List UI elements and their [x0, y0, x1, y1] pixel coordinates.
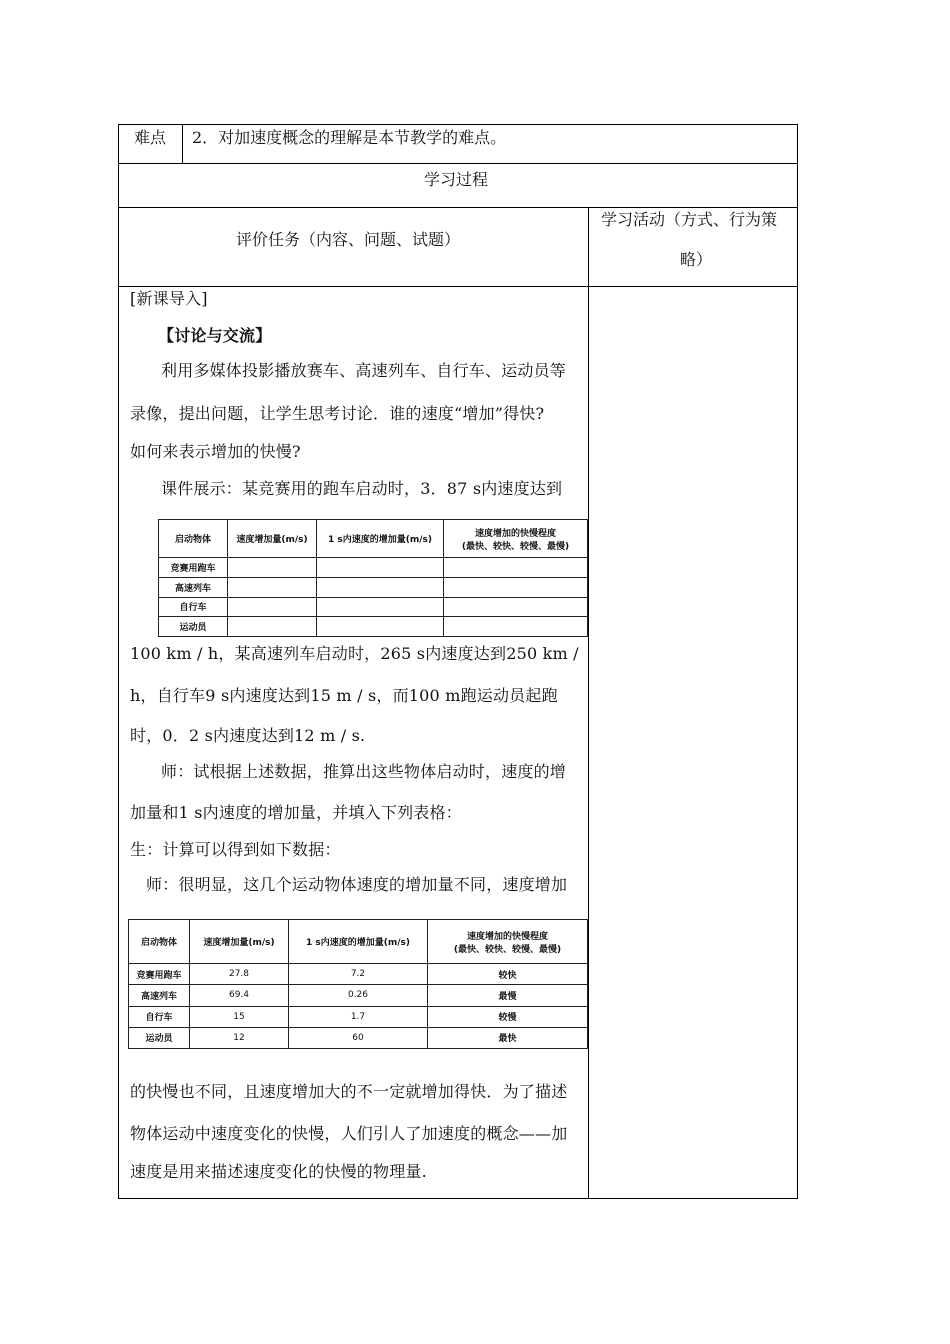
paragraph-1-line-3: 如何来表示增加的快慢? — [130, 442, 301, 461]
paragraph-7-line-1: 的快慢也不同，且速度增加大的不一定就增加得快．为了描述 — [130, 1082, 568, 1101]
row-per-second: 0.26 — [289, 985, 428, 1006]
row-divider-1 — [119, 163, 797, 164]
row-object: 运动员 — [129, 1027, 190, 1048]
table-row-label: 自行车 — [159, 597, 228, 617]
paragraph-3-line-1: 100 km / h，某高速列车启动时，265 s内速度达到250 km / — [130, 644, 579, 663]
difficulty-label: 难点 — [134, 128, 167, 147]
header-per-second: 1 s内速度的增加量(m/s) — [317, 520, 444, 558]
paragraph-1-line-2: 录像，提出问题，让学生思考讨论．谁的速度“增加”得快? — [130, 404, 545, 423]
paragraph-6-line-1: 师：很明显，这几个运动物体速度的增加量不同，速度增加 — [146, 875, 568, 894]
header-increase: 速度增加量(m/s) — [228, 520, 317, 558]
table-row — [129, 1006, 588, 1027]
row-rank: 最快 — [428, 1027, 588, 1048]
header-rank-line1: 速度增加的快慢程度 — [474, 528, 556, 539]
row-increase: 27.8 — [190, 964, 289, 985]
filled-speed-table — [128, 919, 588, 1049]
col-divider-activity — [588, 207, 589, 1199]
table-row — [129, 1027, 588, 1048]
header-rank — [428, 920, 588, 964]
header-rank — [444, 520, 588, 558]
row-rank: 最慢 — [428, 985, 588, 1006]
header-object: 启动物体 — [159, 520, 228, 558]
task-column-header: 评价任务（内容、问题、试题） — [236, 230, 461, 249]
paragraph-5-line-1: 生：计算可以得到如下数据： — [130, 840, 341, 859]
row-per-second: 1.7 — [289, 1006, 428, 1027]
row-rank: 较慢 — [428, 1006, 588, 1027]
row-per-second: 60 — [289, 1027, 428, 1048]
table-row-label: 高速列车 — [159, 577, 228, 597]
paragraph-1-line-1: 利用多媒体投影播放赛车、高速列车、自行车、运动员等 — [161, 361, 567, 380]
process-title: 学习过程 — [424, 170, 489, 189]
activity-column-header-line1: 学习活动（方式、行为策 — [601, 210, 778, 229]
paragraph-7-line-2: 物体运动中速度变化的快慢，人们引人了加速度的概念——加 — [130, 1124, 568, 1143]
intro-label: [新课导入] — [130, 289, 208, 308]
paragraph-2-line-1: 课件展示：某竞赛用的跑车启动时，3．87 s内速度达到 — [161, 479, 563, 498]
table-row-label: 竞赛用跑车 — [159, 558, 228, 578]
paragraph-7-line-3: 速度是用来描述速度变化的快慢的物理量. — [130, 1162, 427, 1181]
activity-column-header-line2: 略） — [680, 250, 713, 269]
discussion-label: 【讨论与交流】 — [158, 326, 272, 345]
header-increase: 速度增加量(m/s) — [190, 920, 289, 964]
row-increase: 69.4 — [190, 985, 289, 1006]
row-increase: 15 — [190, 1006, 289, 1027]
col-divider-difficulty — [182, 125, 183, 163]
row-increase: 12 — [190, 1027, 289, 1048]
row-object: 自行车 — [129, 1006, 190, 1027]
table-row — [129, 985, 588, 1006]
header-rank-line2: (最快、较快、较慢、最慢) — [453, 944, 562, 955]
empty-speed-table — [158, 519, 588, 637]
header-per-second: 1 s内速度的增加量(m/s) — [289, 920, 428, 964]
row-object: 高速列车 — [129, 985, 190, 1006]
row-divider-2 — [119, 207, 797, 208]
header-object: 启动物体 — [129, 920, 190, 964]
row-object: 竞赛用跑车 — [129, 964, 190, 985]
paragraph-3-line-2: h，自行车9 s内速度达到15 m / s，而100 m跑运动员起跑 — [130, 686, 558, 705]
row-per-second: 7.2 — [289, 964, 428, 985]
difficulty-text: 2．对加速度概念的理解是本节教学的难点。 — [192, 128, 507, 147]
header-rank-line2: (最快、较快、较慢、最慢) — [461, 541, 570, 552]
paragraph-3-line-3: 时，0．2 s内速度达到12 m / s. — [130, 726, 366, 745]
paragraph-4-line-2: 加量和1 s内速度的增加量，并填入下列表格： — [130, 803, 462, 822]
table-row — [129, 964, 588, 985]
paragraph-4-line-1: 师：试根据上述数据，推算出这些物体启动时，速度的增 — [161, 762, 567, 781]
header-rank-line1: 速度增加的快慢程度 — [466, 931, 548, 942]
table-row-label: 运动员 — [159, 617, 228, 637]
row-divider-3 — [119, 286, 797, 287]
row-rank: 较快 — [428, 964, 588, 985]
